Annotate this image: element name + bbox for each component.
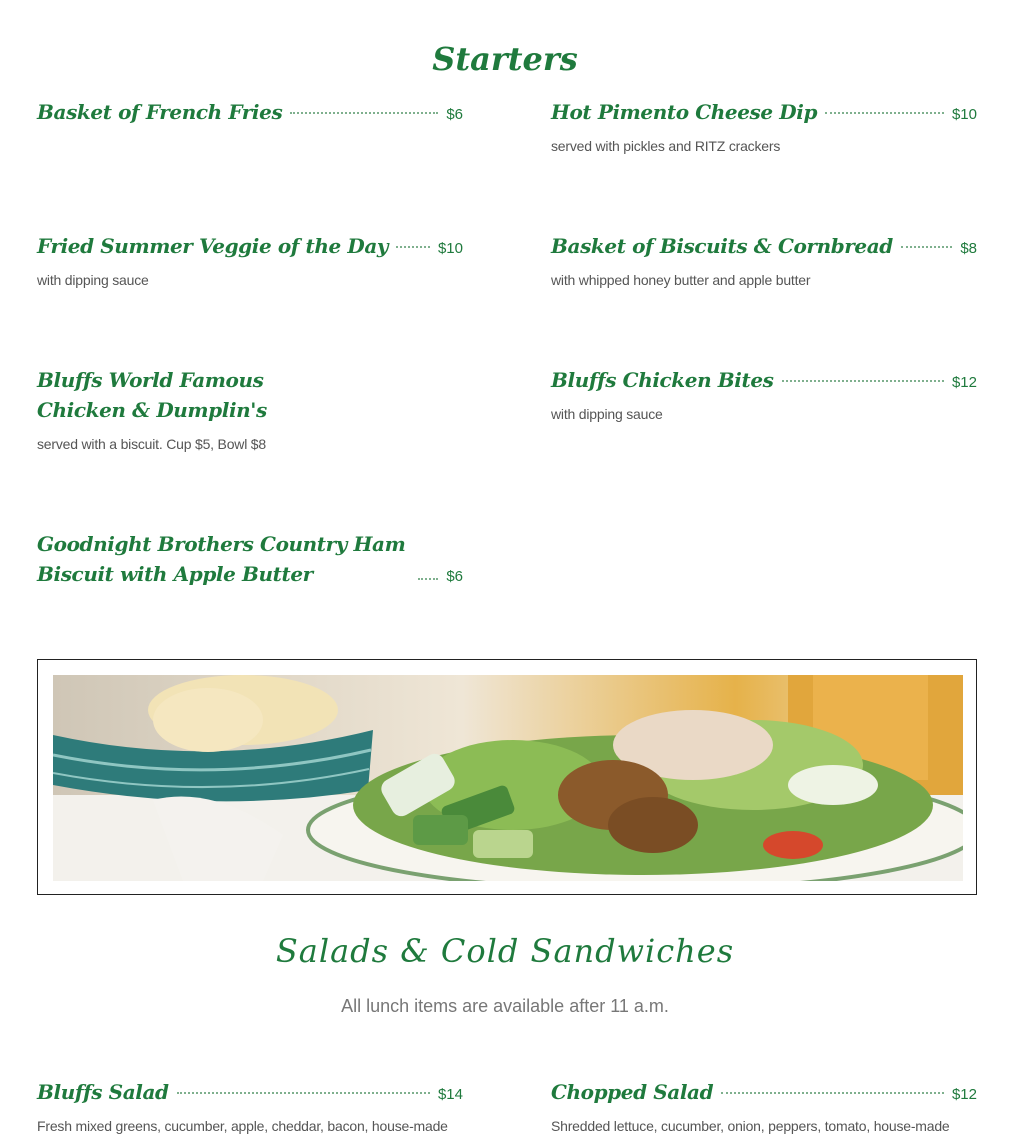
item-price: $12	[951, 1086, 977, 1103]
salad-photo	[53, 675, 963, 881]
item-name: Chopped Salad	[551, 1080, 714, 1104]
item-name: Basket of Biscuits & Cornbread	[551, 234, 893, 258]
menu-item	[551, 1077, 977, 1135]
item-price: $10	[951, 106, 977, 123]
menu-item	[37, 365, 357, 453]
dot-leader	[396, 246, 430, 248]
menu-item	[37, 231, 463, 289]
item-price: $6	[446, 568, 463, 585]
item-description: Shredded lettuce, cucumber, onion, peppers, tomato, house-made	[551, 1118, 950, 1134]
dot-leader	[782, 380, 944, 382]
item-name: Goodnight Brothers Country Ham Biscuit with Apple Butter	[37, 532, 406, 586]
item-price: $14	[437, 1086, 463, 1103]
menu-item	[551, 97, 977, 155]
dot-leader	[721, 1092, 944, 1094]
item-name: Bluffs Chicken Bites	[551, 368, 774, 392]
dot-leader	[290, 112, 438, 114]
item-name: Fried Summer Veggie of the Day	[37, 234, 389, 258]
item-price: $12	[951, 374, 977, 391]
item-description: with dipping sauce	[37, 272, 149, 288]
item-description: with whipped honey butter and apple butter	[551, 272, 811, 288]
menu-item	[551, 365, 977, 423]
item-price: $6	[446, 106, 463, 123]
item-name: Basket of French Fries	[37, 100, 283, 124]
salad-photo-frame	[37, 659, 977, 895]
menu-item	[37, 97, 463, 127]
item-name: Bluffs World Famous Chicken & Dumplin's	[37, 368, 267, 422]
item-description: served with pickles and RITZ crackers	[551, 138, 781, 154]
dot-leader	[825, 112, 944, 114]
dot-leader	[418, 578, 438, 580]
item-description: served with a biscuit. Cup $5, Bowl $8	[37, 436, 266, 452]
lunch-availability-note: All lunch items are available after 11 a.m.	[341, 996, 669, 1016]
menu-item	[551, 231, 977, 289]
item-price: $10	[437, 240, 463, 257]
salads-title: Salads & Cold Sandwiches	[275, 932, 735, 970]
menu-item	[37, 529, 463, 589]
item-name: Bluffs Salad	[37, 1080, 169, 1104]
item-price: $8	[960, 240, 977, 257]
item-name: Hot Pimento Cheese Dip	[551, 100, 818, 124]
starters-title: Starters	[432, 40, 578, 78]
item-description: with dipping sauce	[551, 406, 663, 422]
dot-leader	[177, 1092, 430, 1094]
menu-item	[37, 1077, 463, 1135]
salad-photo-illustration	[53, 675, 963, 881]
dot-leader	[901, 246, 952, 248]
item-description: Fresh mixed greens, cucumber, apple, cheddar, bacon, house-made	[37, 1118, 448, 1134]
